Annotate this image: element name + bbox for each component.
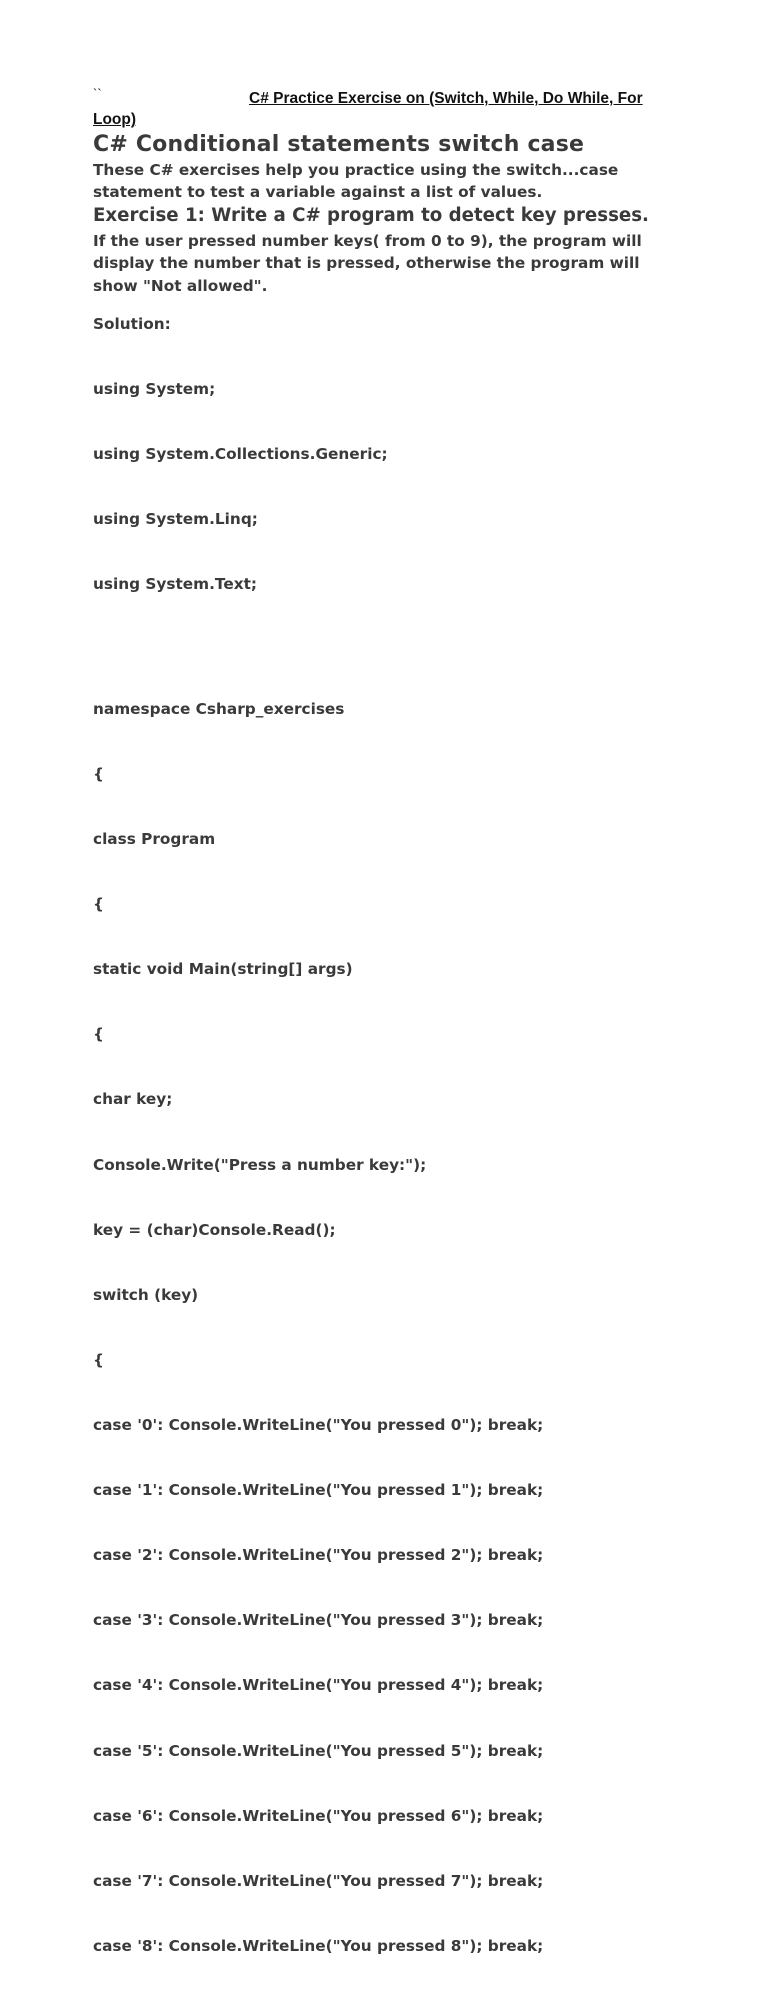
spacer bbox=[93, 639, 673, 655]
code-line: using System.Linq; bbox=[93, 510, 258, 529]
code-line: { bbox=[93, 1025, 104, 1044]
code-line: case '3': Console.WriteLine("You pressed 3"); break; bbox=[93, 1611, 544, 1630]
code-line: { bbox=[93, 895, 104, 914]
code-line: char key; bbox=[93, 1090, 173, 1109]
code-line: using System.Text; bbox=[93, 575, 258, 594]
code-line: key = (char)Console.Read(); bbox=[93, 1220, 336, 1239]
code-line: case '7': Console.WriteLine("You pressed 7"); break; bbox=[93, 1871, 544, 1890]
code-line: Console.Write("Press a number key:"); bbox=[93, 1155, 427, 1174]
code-line: using System; bbox=[93, 379, 216, 398]
intro-paragraph: These C# exercises help you practice using the switch...case statement to test a variable against a list of values. bbox=[93, 161, 619, 201]
exercise-description: If the user pressed number keys( from 0 to 9), the program will display the number that is pressed, otherwise the program will show "Not allowed". bbox=[93, 231, 642, 295]
code-line: case '2': Console.WriteLine("You pressed 2"); break; bbox=[93, 1546, 544, 1565]
code-line: class Program bbox=[93, 829, 216, 848]
page-heading: C# Conditional statements switch case bbox=[93, 132, 585, 157]
using-block bbox=[93, 336, 673, 640]
solution-label: Solution: bbox=[93, 315, 171, 333]
code-line: case '6': Console.WriteLine("You pressed 6"); break; bbox=[93, 1806, 544, 1825]
code-line: case '1': Console.WriteLine("You pressed 1"); break; bbox=[93, 1481, 544, 1500]
document-body bbox=[93, 130, 673, 2001]
code-line: switch (key) bbox=[93, 1285, 199, 1304]
code-line: using System.Collections.Generic; bbox=[93, 445, 388, 464]
code-line: case '4': Console.WriteLine("You pressed 4"); break; bbox=[93, 1676, 544, 1695]
code-line: { bbox=[93, 1350, 104, 1369]
code-line: { bbox=[93, 764, 104, 783]
exercise-title: Exercise 1: Write a C# program to detect key presses. bbox=[93, 205, 649, 226]
code-line: case '8': Console.WriteLine("You pressed 8"); break; bbox=[93, 1936, 544, 1955]
code-line: namespace Csharp_exercises bbox=[93, 699, 345, 718]
code-line: case '0': Console.WriteLine("You pressed 0"); break; bbox=[93, 1415, 544, 1434]
code-line: case '5': Console.WriteLine("You pressed 5"); break; bbox=[93, 1741, 544, 1760]
code-block bbox=[93, 655, 673, 2001]
code-line: static void Main(string[] args) bbox=[93, 960, 353, 979]
document-title: C# Practice Exercise on (Switch, While, Do While, For Loop) bbox=[93, 90, 643, 128]
backtick-marks: `` bbox=[93, 86, 102, 101]
